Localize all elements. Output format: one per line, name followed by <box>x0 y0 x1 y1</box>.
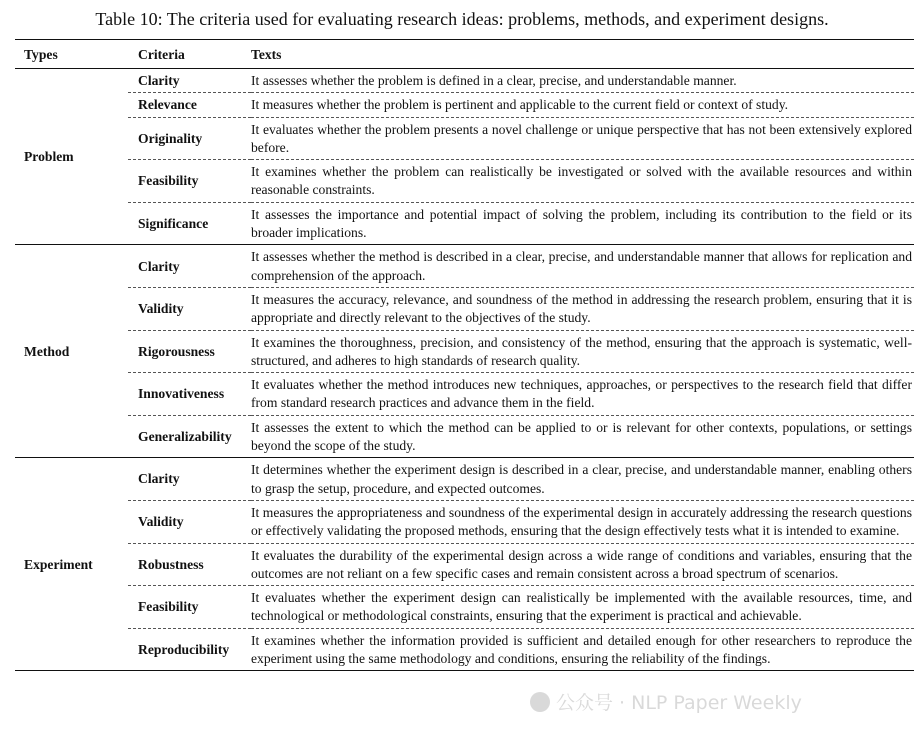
header-texts: Texts <box>251 46 282 62</box>
watermark <box>530 688 802 715</box>
table-row <box>15 628 914 671</box>
criterion-cell: Feasibility <box>128 160 251 203</box>
criterion-cell: Clarity <box>128 458 251 501</box>
criterion-cell: Originality <box>128 117 251 160</box>
table-row <box>15 500 914 543</box>
watermark-text: 公众号 · NLP Paper Weekly <box>556 692 802 714</box>
criterion-cell: Relevance <box>128 93 251 117</box>
criterion-cell: Reproducibility <box>128 628 251 671</box>
description-cell: It evaluates whether the problem presents a novel challenge or unique perspective that has not been extensively explored before. <box>251 117 914 160</box>
description-cell: It assesses whether the problem is defined in a clear, precise, and understandable manner. <box>251 73 737 88</box>
table-caption: Table 10: The criteria used for evaluating research ideas: problems, methods, and experiment designs. <box>95 9 829 29</box>
criterion-cell: Feasibility <box>128 586 251 629</box>
table-body <box>15 69 914 671</box>
criterion-cell: Rigorousness <box>128 330 251 373</box>
criterion-cell: Clarity <box>128 245 251 288</box>
criterion-cell: Generalizability <box>128 415 251 458</box>
description-cell: It evaluates whether the method introduces new techniques, approaches, or perspectives to the research field that differ from standard research practices and advance them in the field. <box>251 373 914 416</box>
criterion-cell: Clarity <box>138 73 180 88</box>
table-header-row <box>15 40 914 69</box>
description-cell: It measures the appropriateness and soundness of the experimental design in accurately addressing the research questions or effectively validating the proposed methods, ensuring that the design effectively tests what it is intended to examine. <box>251 500 914 543</box>
table-row <box>15 69 914 93</box>
table-row <box>15 160 914 203</box>
table-row <box>15 117 914 160</box>
table-row <box>15 415 914 458</box>
description-cell: It assesses the importance and potential impact of solving the problem, including its contribution to the field or its broader implications. <box>251 202 914 245</box>
description-cell: It examines whether the information provided is sufficient and detailed enough for other researchers to reproduce the experiment using the same methodology and conditions, ensuring the reliability of the findings. <box>251 628 914 671</box>
criterion-cell: Robustness <box>128 543 251 586</box>
table-row <box>15 202 914 245</box>
description-cell: It examines the thoroughness, precision, and consistency of the method, ensuring that the approach is systematic, well-structured, and adheres to high standards of research quality. <box>251 330 914 373</box>
description-cell: It measures whether the problem is pertinent and applicable to the current field or context of study. <box>251 93 914 117</box>
description-cell: It assesses the extent to which the method can be applied to or is relevant for other contexts, populations, or settings beyond the scope of the study. <box>251 415 914 458</box>
table-row <box>15 586 914 629</box>
description-cell: It assesses whether the method is described in a clear, precise, and understandable manner that allows for replication and comprehension of the approach. <box>251 245 914 288</box>
description-cell: It evaluates whether the experiment design can realistically be implemented with the available resources, time, and technological or methodological constraints, ensuring that the experiment is practical and achievable. <box>251 586 914 629</box>
description-cell: It evaluates the durability of the experimental design across a wide range of conditions and variables, ensuring that the outcomes are not reliant on a few specific cases and remain consistent across a broad spectrum of scenarios. <box>251 543 914 586</box>
table-row <box>15 330 914 373</box>
criterion-cell: Validity <box>128 287 251 330</box>
criterion-cell: Innovativeness <box>128 373 251 416</box>
table-row <box>15 373 914 416</box>
table-row <box>15 93 914 117</box>
header-criteria: Criteria <box>138 46 185 62</box>
description-cell: It examines whether the problem can realistically be investigated or solved with the available resources and within reasonable constraints. <box>251 160 914 203</box>
type-cell-method: Method <box>15 245 128 458</box>
table-row <box>15 543 914 586</box>
criterion-cell: Significance <box>128 202 251 245</box>
wechat-icon <box>530 692 550 712</box>
table-row <box>15 458 914 501</box>
table-row <box>15 287 914 330</box>
type-cell-problem: Problem <box>24 149 74 165</box>
description-cell: It determines whether the experiment design is described in a clear, precise, and understandable manner, enabling others to grasp the setup, procedure, and expected outcomes. <box>251 458 914 501</box>
description-cell: It measures the accuracy, relevance, and soundness of the method in addressing the research problem, ensuring that it is appropriate and directly relevant to the objectives of the study. <box>251 287 914 330</box>
criteria-table <box>15 39 914 671</box>
header-types: Types <box>24 46 58 62</box>
table-row <box>15 245 914 288</box>
type-cell-experiment: Experiment <box>15 458 128 671</box>
criterion-cell: Validity <box>128 500 251 543</box>
